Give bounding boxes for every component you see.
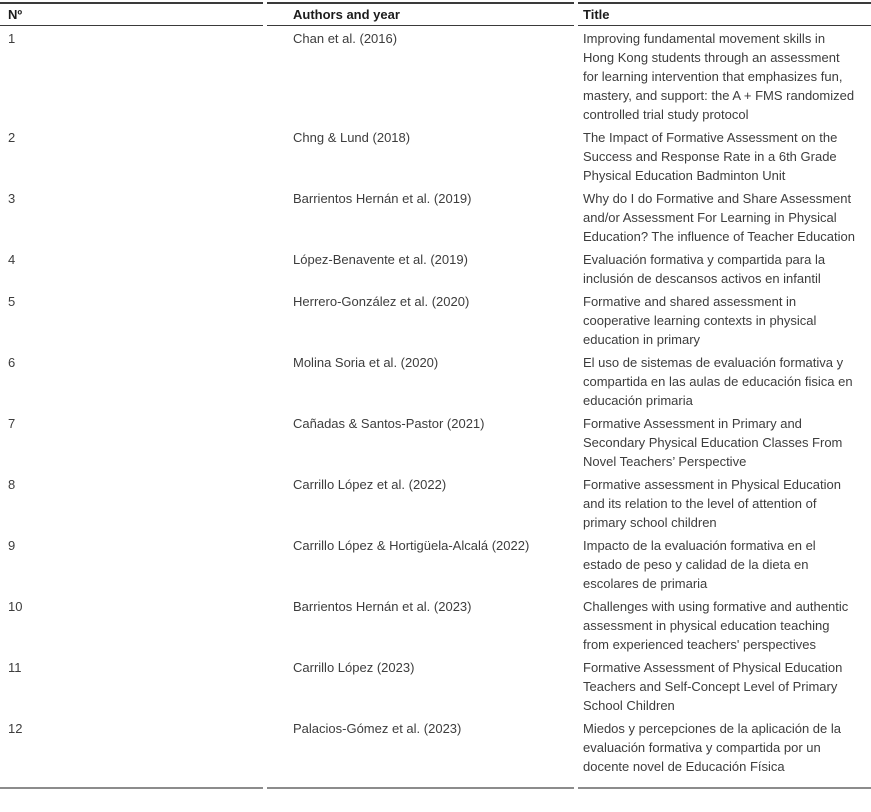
row-number: 1 bbox=[8, 31, 16, 46]
table-row bbox=[0, 655, 871, 716]
row-number: 7 bbox=[8, 416, 16, 431]
table-row bbox=[0, 26, 871, 125]
row-number: 2 bbox=[8, 130, 16, 145]
row-title: The Impact of Formative Assessment on the Success and Response Rate in a 6th Grade Physical Education Badminton Unit bbox=[583, 130, 838, 183]
row-number: 12 bbox=[0, 716, 263, 789]
row-number: 11 bbox=[8, 660, 22, 675]
row-authors-year: Molina Soria et al. (2020) bbox=[293, 355, 439, 370]
row-authors-year: Palacios-Gómez et al. (2023) bbox=[267, 716, 574, 789]
table-row bbox=[0, 533, 871, 594]
row-title: Evaluación formativa y compartida para la inclusión de descansos activos en infantil bbox=[583, 252, 826, 286]
table-row bbox=[0, 289, 871, 350]
table-row bbox=[0, 247, 871, 289]
table-row bbox=[0, 411, 871, 472]
row-number: 6 bbox=[8, 355, 16, 370]
row-authors-year: Carrillo López et al. (2022) bbox=[293, 477, 447, 492]
row-title: Miedos y percepciones de la aplicación de la evaluación formativa y compartida por un docente novel de Educación Física bbox=[578, 716, 871, 789]
table-row bbox=[0, 186, 871, 247]
row-authors-year: Carrillo López & Hortigüela-Alcalá (2022) bbox=[293, 538, 530, 553]
row-title: El uso de sistemas de evaluación formativa y compartida en las aulas de educación fisica en educación primaria bbox=[583, 355, 853, 408]
row-number: 3 bbox=[8, 191, 16, 206]
row-title: Formative and shared assessment in cooperative learning contexts in physical education in primary bbox=[583, 294, 817, 347]
column-header-authors-year: Authors and year bbox=[267, 2, 574, 26]
row-number: 4 bbox=[8, 252, 16, 267]
row-title: Why do I do Formative and Share Assessment and/or Assessment For Learning in Physical Education? The influence of Teacher Education bbox=[583, 191, 855, 244]
row-authors-year: Chan et al. (2016) bbox=[293, 31, 398, 46]
table-row bbox=[0, 472, 871, 533]
table-row bbox=[0, 125, 871, 186]
column-header-title: Title bbox=[578, 2, 871, 26]
row-authors-year: Barrientos Hernán et al. (2023) bbox=[293, 599, 472, 614]
row-number: 5 bbox=[8, 294, 16, 309]
row-title: Formative Assessment of Physical Education Teachers and Self-Concept Level of Primary School Children bbox=[583, 660, 843, 713]
row-number: 10 bbox=[8, 599, 23, 614]
row-title: Improving fundamental movement skills in Hong Kong students through an assessment for learning intervention that emphasizes fun, mastery, and support: the A + FMS randomized controlled trial study protocol bbox=[583, 31, 855, 122]
table-header-row bbox=[0, 2, 871, 26]
row-authors-year: Cañadas & Santos-Pastor (2021) bbox=[293, 416, 485, 431]
row-authors-year: Herrero-González et al. (2020) bbox=[293, 294, 470, 309]
row-title: Formative Assessment in Primary and Secondary Physical Education Classes From Novel Teachers’ Perspective bbox=[583, 416, 843, 469]
row-authors-year: Chng & Lund (2018) bbox=[293, 130, 411, 145]
table-row bbox=[0, 594, 871, 655]
row-authors-year: Carrillo López (2023) bbox=[293, 660, 415, 675]
table-body bbox=[0, 26, 871, 789]
column-header-number: Nº bbox=[0, 2, 263, 26]
row-number: 8 bbox=[8, 477, 16, 492]
row-authors-year: López-Benavente et al. (2019) bbox=[293, 252, 468, 267]
row-number: 9 bbox=[8, 538, 16, 553]
row-authors-year: Barrientos Hernán et al. (2019) bbox=[293, 191, 472, 206]
row-title: Impacto de la evaluación formativa en el estado de peso y calidad de la dieta en escolares de primaria bbox=[583, 538, 816, 591]
row-title: Challenges with using formative and authentic assessment in physical education teaching from experienced teachers' perspectives bbox=[583, 599, 849, 652]
table-row bbox=[0, 716, 871, 789]
table-row bbox=[0, 350, 871, 411]
row-title: Formative assessment in Physical Education and its relation to the level of attention of primary school children bbox=[583, 477, 841, 530]
studies-table bbox=[0, 2, 871, 789]
